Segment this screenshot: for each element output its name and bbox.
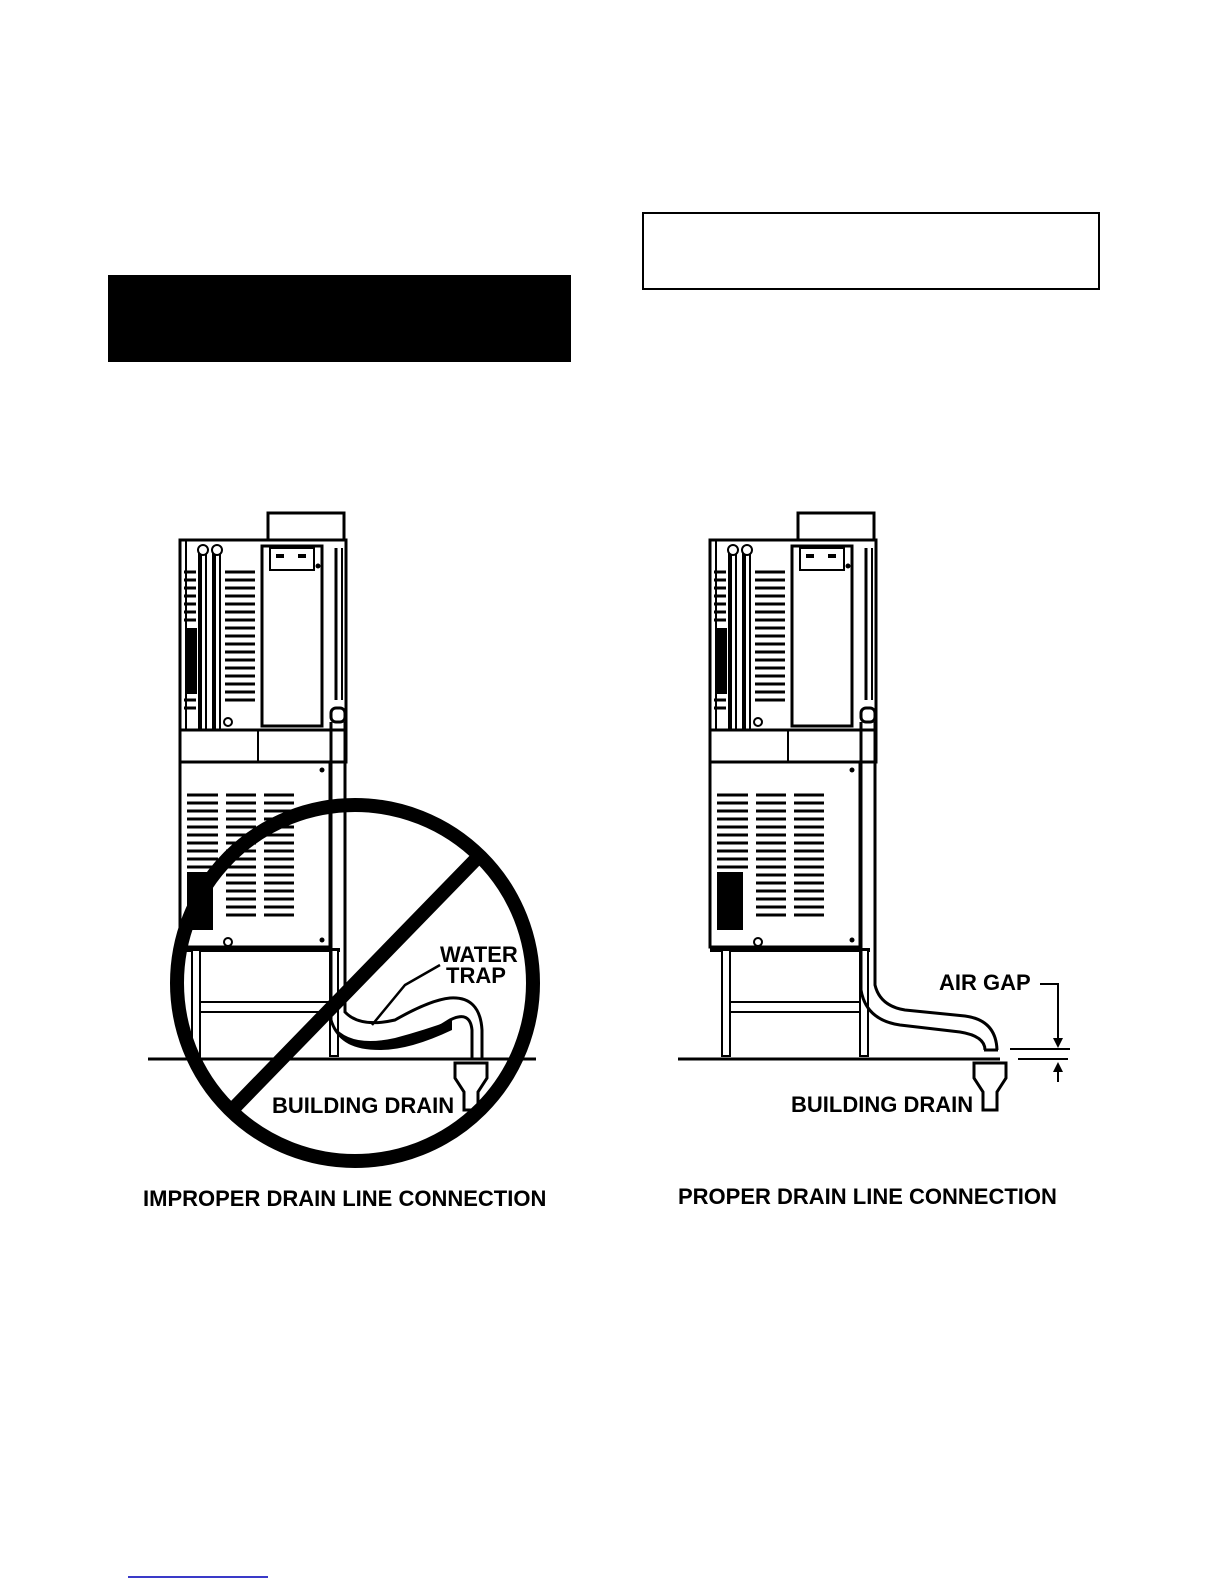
footer-link-underline[interactable] <box>128 1576 268 1578</box>
left-machine <box>180 513 346 1056</box>
improper-caption: IMPROPER DRAIN LINE CONNECTION <box>143 1186 547 1211</box>
water-trap-label-line1: WATER <box>440 942 518 967</box>
proper-figure <box>678 513 1070 1209</box>
right-building-drain-label: BUILDING DRAIN <box>791 1092 974 1117</box>
proper-caption: PROPER DRAIN LINE CONNECTION <box>678 1184 1057 1209</box>
left-building-drain-label: BUILDING DRAIN <box>272 1093 455 1118</box>
improper-figure <box>143 513 546 1211</box>
right-machine <box>710 513 876 1056</box>
air-gap-label: AIR GAP <box>939 970 1031 995</box>
water-trap-fill <box>333 1020 452 1050</box>
right-building-drain-shape <box>974 1063 1006 1110</box>
water-trap-label-line2: TRAP <box>446 963 506 988</box>
